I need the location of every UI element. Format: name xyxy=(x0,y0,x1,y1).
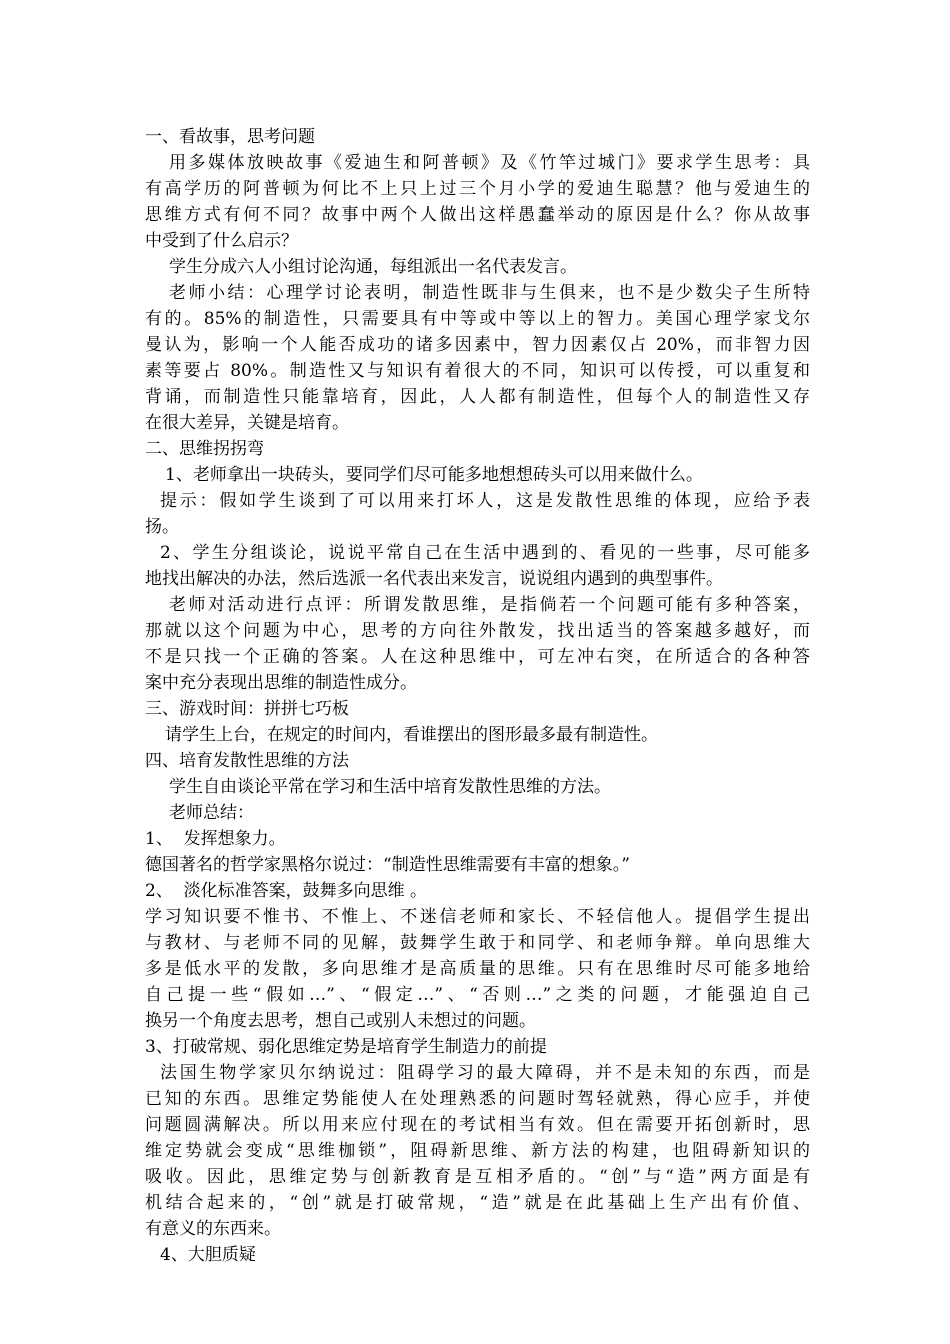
paragraph-line: 背诵，而制造性只能靠培育，因此，人人都有制造性，但每个人的制造性又存 xyxy=(145,387,810,407)
paragraph-line: 学生分成六人小组讨论沟通，每组派出一名代表发言。 xyxy=(169,257,577,277)
paragraph-line: 德国著名的哲学家黑格尔说过：“制造性思维需要有丰富的想象。” xyxy=(145,855,630,875)
section-heading-1: 一、看故事，思考问题 xyxy=(145,127,315,147)
document-page xyxy=(145,124,810,1268)
paragraph-line: 那就以这个问题为中心，思考的方向往外散发，找出适当的答案越多越好，而 xyxy=(145,621,810,641)
paragraph-line: 中受到了什么启示？ xyxy=(145,231,298,251)
paragraph-line: 曼认为，影响一个人能否成功的诸多因素中，智力因素仅占 20%，而非智力因 xyxy=(145,335,810,355)
paragraph-line: 案中充分表现出思维的制造性成分。 xyxy=(145,673,417,693)
paragraph-line: 机结合起来的，“创”就是打破常规，“造”就是在此基础上生产出有价值、 xyxy=(145,1193,810,1213)
paragraph-line: 思维方式有何不同？故事中两个人做出这样愚蠢举动的原因是什么？你从故事 xyxy=(145,205,810,225)
paragraph-line: 学习知识要不惟书、不惟上、不迷信老师和家长、不轻信他人。提倡学生提出 xyxy=(145,907,810,927)
list-item-heading: 4、大胆质疑 xyxy=(160,1245,256,1265)
section-heading-2: 二、思维拐拐弯 xyxy=(145,439,264,459)
paragraph-line: 有高学历的阿普顿为何比不上只上过三个月小学的爱迪生聪慧？他与爱迪生的 xyxy=(145,179,810,199)
paragraph-line: 老师小结：心理学讨论表明，制造性既非与生俱来，也不是少数尖子生所特 xyxy=(169,283,810,303)
paragraph-line: 换另一个角度去思考，想自己或别人未想过的问题。 xyxy=(145,1011,536,1031)
paragraph-line: 在很大差异，关键是培育。 xyxy=(145,413,349,433)
paragraph-line: 学生自由谈论平常在学习和生活中培育发散性思维的方法。 xyxy=(169,777,611,797)
paragraph-line: 请学生上台，在规定的时间内，看谁摆出的图形最多最有制造性。 xyxy=(165,725,658,745)
paragraph-line: 多是低水平的发散，多向思维才是高质量的思维。只有在思维时尽可能多地给 xyxy=(145,959,810,979)
section-heading-4: 四、培育发散性思维的方法 xyxy=(145,751,349,771)
paragraph-line: 有意义的东西来。 xyxy=(145,1219,281,1239)
paragraph-line: 维定势就会变成“思维枷锁”，阻碍新思维、新方法的构建，也阻碍新知识的 xyxy=(145,1141,810,1161)
paragraph-line: 1、老师拿出一块砖头，要同学们尽可能多地想想砖头可以用来做什么。 xyxy=(165,465,703,485)
section-heading-3: 三、游戏时间：拼拼七巧板 xyxy=(145,699,349,719)
paragraph-line: 扬。 xyxy=(145,517,179,537)
paragraph-line: 自己提一些“假如…”、“假定…”、“否则…”之类的问题，才能强迫自己 xyxy=(145,985,810,1005)
paragraph-line: 问题圆满解决。所以用来应付现在的考试相当有效。但在需要开拓创新时，思 xyxy=(145,1115,810,1135)
paragraph-line: 法国生物学家贝尔纳说过：阻碍学习的最大障碍，并不是未知的东西，而是 xyxy=(160,1063,810,1083)
list-item-heading: 3、打破常规、弱化思维定势是培育学生制造力的前提 xyxy=(145,1037,547,1057)
list-item-heading: 2、 淡化标准答案，鼓舞多向思维 。 xyxy=(145,881,428,901)
paragraph-line: 老师总结： xyxy=(169,803,254,823)
paragraph-line: 用多媒体放映故事《爱迪生和阿普顿》及《竹竿过城门》要求学生思考：具 xyxy=(169,153,810,173)
paragraph-line: 提示：假如学生谈到了可以用来打坏人，这是发散性思维的体现，应给予表 xyxy=(160,491,810,511)
paragraph-line: 与教材、与老师不同的见解，鼓舞学生敢于和同学、和老师争辩。单向思维大 xyxy=(145,933,810,953)
paragraph-line: 2、学生分组谈论，说说平常自己在生活中遇到的、看见的一些事，尽可能多 xyxy=(160,543,810,563)
paragraph-line: 有的。85%的制造性，只需要具有中等或中等以上的智力。美国心理学家戈尔 xyxy=(145,309,810,329)
paragraph-line: 素等要占 80%。制造性又与知识有着很大的不同，知识可以传授，可以重复和 xyxy=(145,361,810,381)
paragraph-line: 已知的东西。思维定势能使人在处理熟悉的问题时驾轻就熟，得心应手，并使 xyxy=(145,1089,810,1109)
paragraph-line: 吸收。因此，思维定势与创新教育是互相矛盾的。“创”与“造”两方面是有 xyxy=(145,1167,810,1187)
paragraph-line: 地找出解决的办法，然后选派一名代表出来发言，说说组内遇到的典型事件。 xyxy=(145,569,723,589)
list-item-heading: 1、 发挥想象力。 xyxy=(145,829,286,849)
paragraph-line: 不是只找一个正确的答案。人在这种思维中，可左冲右突，在所适合的各种答 xyxy=(145,647,810,667)
paragraph-line: 老师对活动进行点评：所谓发散思维，是指倘若一个问题可能有多种答案， xyxy=(169,595,810,615)
